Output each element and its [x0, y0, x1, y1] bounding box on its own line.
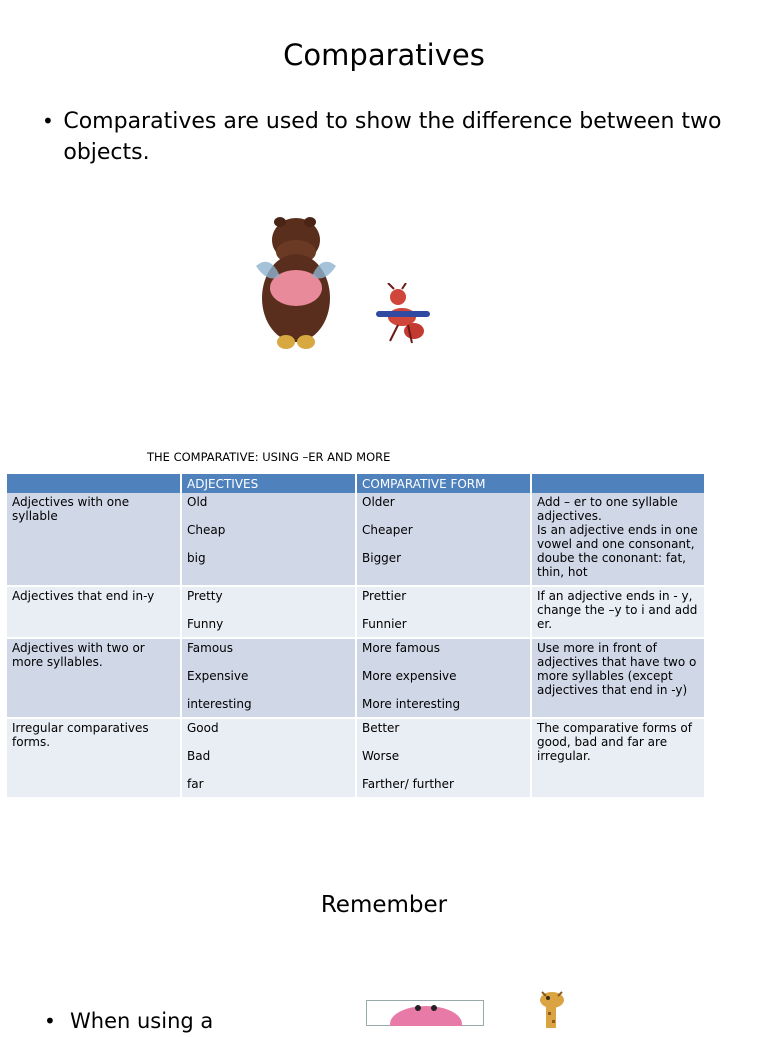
table-caption: THE COMPARATIVE: USING –ER AND MORE — [147, 450, 391, 464]
table-header-row — [7, 474, 705, 493]
remember-bullet-text: When using a — [70, 1009, 214, 1033]
adjectives-cell — [181, 718, 356, 798]
table-row — [7, 718, 705, 798]
rule-text: The comparative forms of good, bad and far are irregular. — [537, 721, 692, 763]
category-text: Adjectives with two or more syllables. — [12, 641, 145, 669]
giraffe-image — [532, 988, 572, 1028]
comparative-item: Better — [362, 721, 400, 735]
header-comparative-form: COMPARATIVE FORM — [356, 474, 531, 493]
intro-bullet — [42, 106, 732, 168]
adjective-item: big — [187, 551, 206, 565]
comparative-item: More famous — [362, 641, 441, 655]
table-row — [7, 586, 705, 638]
ant-image — [372, 283, 436, 347]
slide-title: Comparatives — [283, 38, 485, 72]
comparative-item: Funnier — [362, 617, 407, 631]
comparative-item: Bigger — [362, 551, 402, 565]
hippo-ballerina-image — [250, 210, 342, 360]
comparative-item: Farther/ further — [362, 777, 454, 791]
adjective-item: Funny — [187, 617, 224, 631]
category-cell — [7, 493, 181, 586]
comparatives-cell — [356, 586, 531, 638]
comparative-item: Cheaper — [362, 523, 413, 537]
rule-cell — [531, 586, 705, 638]
comparatives-cell — [356, 638, 531, 718]
adjective-item: Cheap — [187, 523, 226, 537]
bullet-icon: • — [42, 109, 54, 133]
adjective-item: Good — [187, 721, 219, 735]
rule-text: Is an adjective ends in one vowel and one consonant, doube the cononant: fat, thin, hot — [537, 523, 698, 579]
category-text: Irregular comparatives forms. — [12, 721, 149, 749]
adjectives-cell — [181, 638, 356, 718]
adjective-item: Expensive — [187, 669, 249, 683]
remember-title: Remember — [320, 892, 448, 918]
adjective-item: Old — [187, 495, 208, 509]
rule-cell — [531, 638, 705, 718]
comparative-item: Older — [362, 495, 395, 509]
category-cell — [7, 638, 181, 718]
remember-bullet — [44, 1006, 344, 1037]
rule-cell — [531, 718, 705, 798]
comparative-item: More expensive — [362, 669, 457, 683]
pink-elephant-image — [366, 1000, 484, 1026]
rule-text: Use more in front of adjectives that have two o more syllables (except adjectives that end in -y) — [537, 641, 697, 697]
rule-text: If an adjective ends in - y, change the –y to i and add er. — [537, 589, 698, 631]
adjective-item: Pretty — [187, 589, 223, 603]
adjective-item: Bad — [187, 749, 211, 763]
comparatives-cell — [356, 493, 531, 586]
rule-cell — [531, 493, 705, 586]
comparative-item: More interesting — [362, 697, 461, 711]
comparatives-cell — [356, 718, 531, 798]
category-text: Adjectives that end in-y — [12, 589, 155, 603]
comparative-item: Prettier — [362, 589, 407, 603]
category-text: Adjectives with one syllable — [12, 495, 130, 523]
category-cell — [7, 586, 181, 638]
intro-bullet-text: Comparatives are used to show the difference between two objects. — [63, 109, 722, 165]
comparative-item: Worse — [362, 749, 400, 763]
adjective-item: far — [187, 777, 204, 791]
adjectives-cell — [181, 493, 356, 586]
header-adjectives: ADJECTIVES — [181, 474, 356, 493]
bullet-icon: • — [44, 1009, 56, 1033]
adjective-item: interesting — [187, 697, 252, 711]
comparatives-table — [7, 474, 706, 799]
table-row — [7, 493, 705, 586]
category-cell — [7, 718, 181, 798]
adjectives-cell — [181, 586, 356, 638]
header-rule — [531, 474, 705, 493]
adjective-item: Famous — [187, 641, 234, 655]
table-row — [7, 638, 705, 718]
rule-text: Add – er to one syllable adjectives. — [537, 495, 678, 523]
header-category — [7, 474, 181, 493]
